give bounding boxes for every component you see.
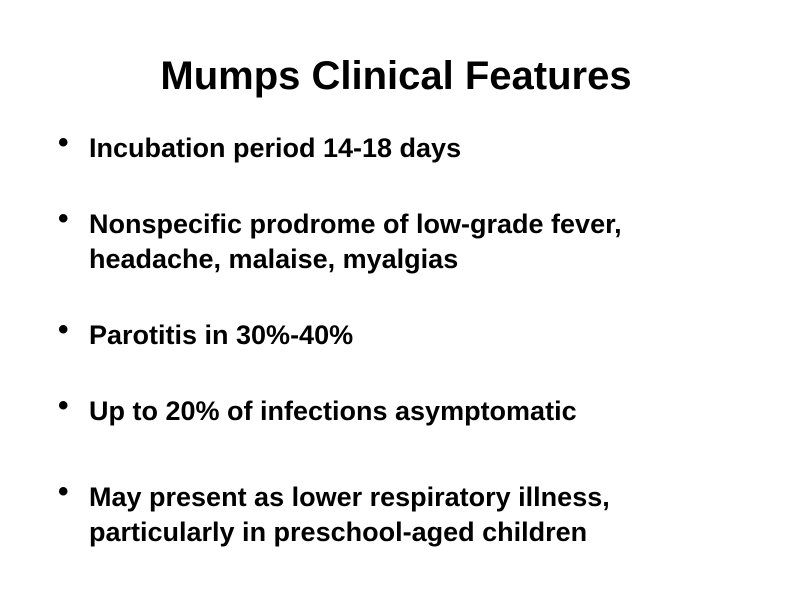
- bullet-icon: •: [58, 202, 69, 235]
- bullet-text: Nonspecific prodrome of low-grade fever, headache, malaise, myalgias: [89, 209, 622, 274]
- bullet-text: Incubation period 14-18 days: [89, 133, 462, 163]
- bullet-icon: •: [58, 475, 69, 508]
- bullet-text: May present as lower respiratory illness, particularly in preschool-aged children: [89, 482, 610, 547]
- bullet-icon: •: [58, 126, 69, 159]
- bullet-text: Up to 20% of infections asymptomatic: [89, 396, 577, 426]
- bullet-icon: •: [58, 313, 69, 346]
- bullet-text: Parotitis in 30%-40%: [89, 320, 354, 350]
- bullet-icon: •: [58, 389, 69, 422]
- slide-title: Mumps Clinical Features: [160, 54, 632, 98]
